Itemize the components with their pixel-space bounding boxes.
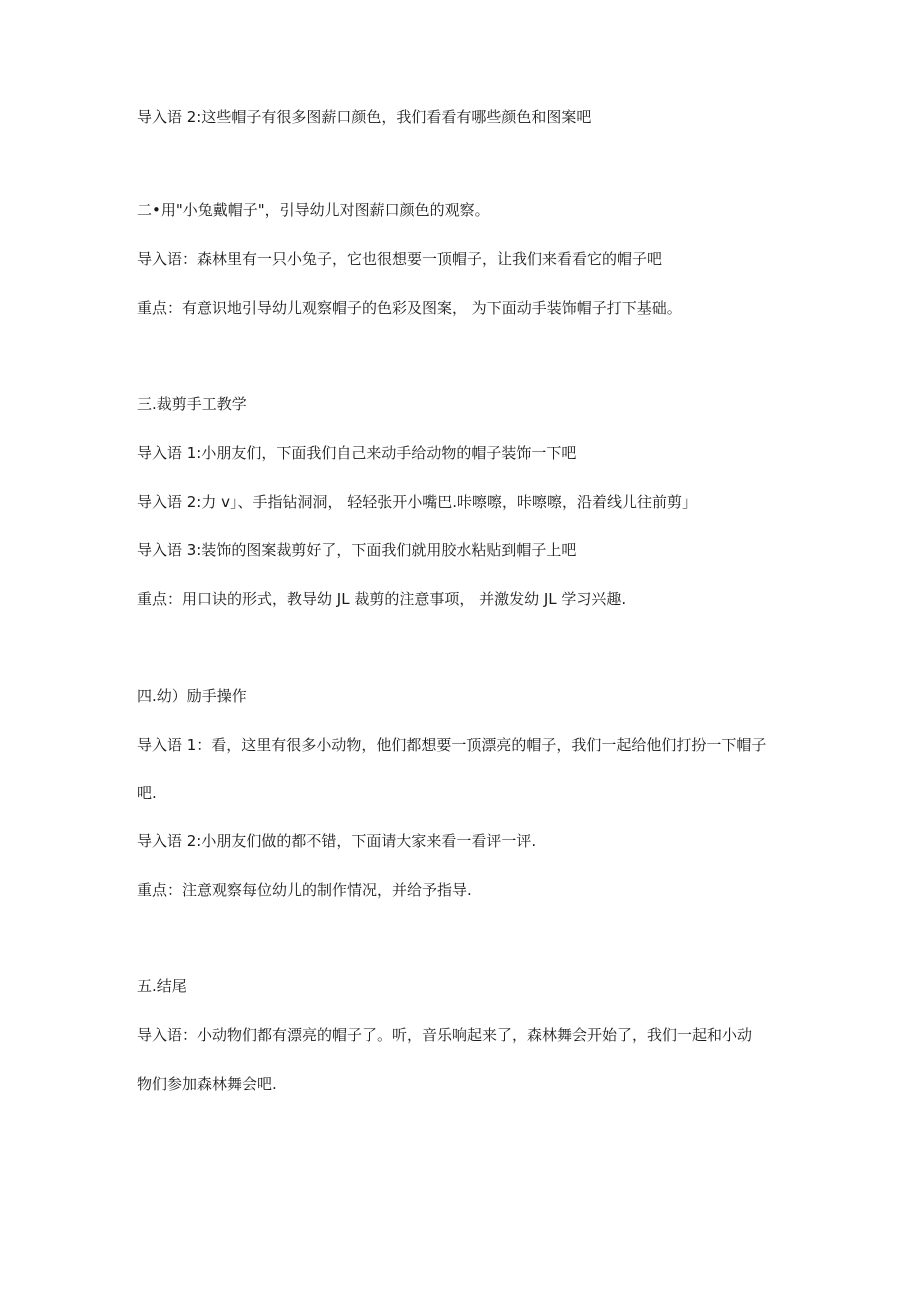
paragraph-line: 导入语：小动物们都有漂亮的帽子了。听，音乐响起来了，森林舞会开始了，我们一起和小动: [137, 1026, 753, 1044]
paragraph-line: 导入语 2:力 v」、手指钻洞洞， 轻轻张开小嘴巴.咔嚓嚓，咔嚓嚓，沿着线儿往前剪」: [137, 493, 698, 511]
paragraph-line: 导入语 1:小朋友们，下面我们自己来动手给动物的帽子装饰一下吧: [137, 444, 577, 462]
paragraph-line: 导入语 3:装饰的图案裁剪好了，下面我们就用胶水粘贴到帽子上吧: [137, 541, 577, 559]
section-heading-4: 四.幼）励手操作: [137, 687, 247, 705]
key-point-line: 重点：有意识地引导幼儿观察帽子的色彩及图案， 为下面动手装饰帽子打下基础。: [137, 299, 682, 317]
section-heading-2: 二•用"小兔戴帽子"，引导幼儿对图薪口颜色的观察。: [137, 201, 490, 219]
paragraph-line: 导入语 1：看，这里有很多小动物，他们都想要一顶漂亮的帽子，我们一起给他们打扮一下帽子: [137, 736, 767, 754]
paragraph-line: 导入语 2:小朋友们做的都不错，下面请大家来看一看评一评.: [137, 832, 537, 850]
key-point-line: 重点：用口诀的形式，教导幼 JL 裁剪的注意事项， 并激发幼 JL 学习兴趣.: [137, 590, 627, 608]
section-heading-5: 五.结尾: [137, 977, 187, 995]
paragraph-line: 导入语：森林里有一只小兔子，它也很想要一顶帽子，让我们来看看它的帽子吧: [137, 250, 663, 268]
key-point-line: 重点：注意观察每位幼儿的制作情况，并给予指导.: [137, 881, 472, 899]
paragraph-line: 导入语 2:这些帽子有很多图薪口颜色，我们看看有哪些颜色和图案吧: [137, 108, 592, 126]
paragraph-line: 吧.: [137, 784, 157, 802]
paragraph-line: 物们参加森林舞会吧.: [137, 1075, 277, 1093]
section-heading-3: 三.裁剪手工教学: [137, 395, 247, 413]
